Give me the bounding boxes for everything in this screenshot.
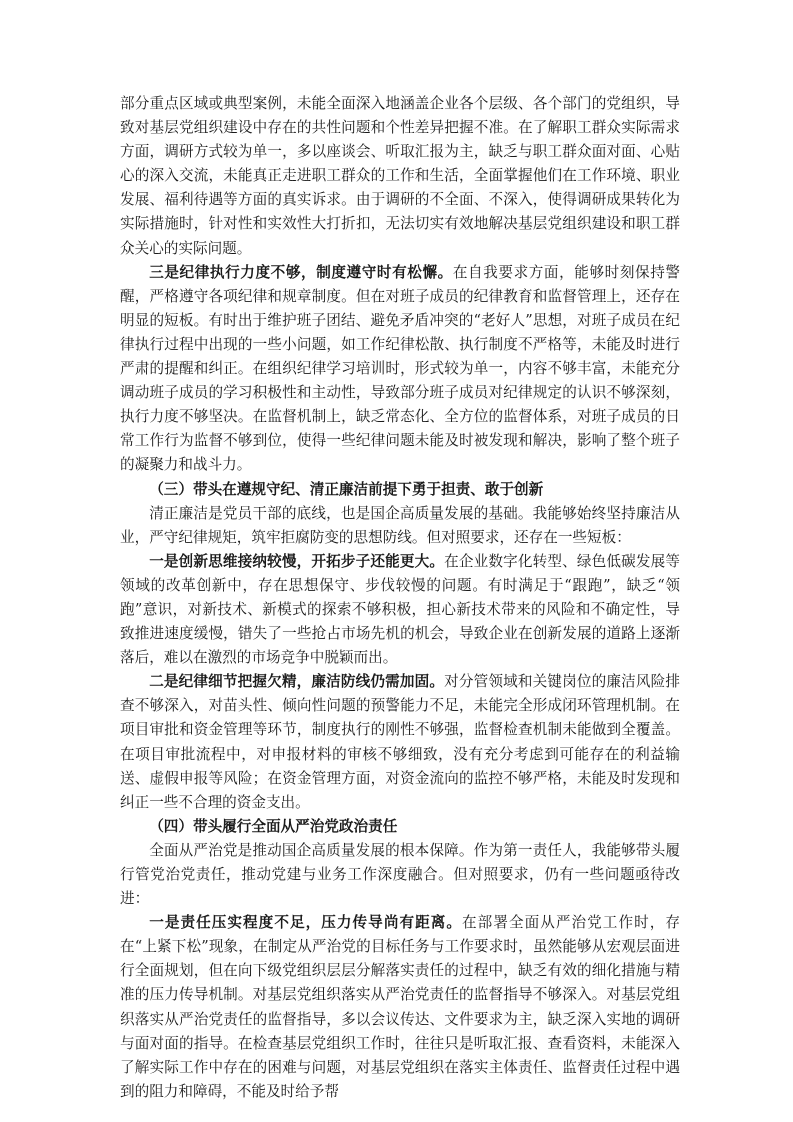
paragraph-1-text: 部分重点区域或典型案例，未能全面深入地涵盖企业各个层级、各个部门的党组织，导致对基层党组织建设中存在的共性问题和个性差异把握不准。在了解职工群众实际需求方面，调研方式较为单一，多以座谈会、听取汇报为主，缺乏与职工群众面对面、心贴心的深入交流，未能真正走进职工群众的工作和生活，全面掌握他们在工作环境、职业发展、福利待遇等方面的真实诉求。由于调研的不全面、不深入，使得调研成果转化为实际措施时，针对性和实效性大打折扣，无法切实有效地解决基层党组织建设和职工群众关心的实际问题。	[120, 95, 680, 257]
paragraph-8-text: 全面从严治党是推动国企高质量发展的根本保障。作为第一责任人，我能够带头履行管党治党责任，推动党建与业务工作深度融合。但对照要求，仍有一些问题亟待改进：	[120, 841, 680, 908]
paragraph-4	[120, 502, 680, 550]
paragraph-6	[120, 670, 680, 815]
document-page	[120, 92, 680, 1104]
paragraph-6-text: 对分管领域和关键岗位的廉洁风险排查不够深入，对苗头性、倾向性问题的预警能力不足，未能完全形成闭环管理机制。在项目审批和资金管理等环节，制度执行的刚性不够强，监督检查机制未能做到全覆盖。在项目审批流程中，对申报材料的审核不够细致，没有充分考虑到可能存在的利益输送、虚假申报等风险；在资金管理方面，对资金流向的监控不够严格，未能及时发现和纠正一些不合理的资金支出。	[120, 673, 680, 811]
paragraph-5	[120, 550, 680, 670]
paragraph-9-text: 在部署全面从严治党工作时，存在“上紧下松”现象，在制定从严治党的目标任务与工作要求时，虽然能够从宏观层面进行全面规划，但在向下级党组织层层分解落实责任的过程中，缺乏有效的细化措施与精准的压力传导机制。对基层党组织落实从严治党责任的监督指导不够深入。对基层党组织落实从严治党责任的监督指导，多以会议传达、文件要求为主，缺乏深入实地的调研与面对面的指导。在检查基层党组织工作时，往往只是听取汇报、查看资料，未能深入了解实际工作中存在的困难与问题，对基层党组织在落实主体责任、监督责任过程中遇到的阻力和障碍，不能及时给予帮	[120, 914, 680, 1100]
paragraph-2-text: 在自我要求方面，能够时刻保持警醒，严格遵守各项纪律和规章制度。但在对班子成员的纪律教育和监督管理上，还存在明显的短板。有时出于维护班子团结、避免矛盾冲突的“老好人”思想，对班子成员在纪律执行过程中出现的一些小问题，如工作纪律松散、执行制度不严格等，未能及时进行严肃的提醒和纠正。在组织纪律学习培训时，形式较为单一，内容不够丰富，未能充分调动班子成员的学习积极性和主动性，导致部分班子成员对纪律规定的认识不够深刻，执行力度不够坚决。在监督机制上，缺乏常态化、全方位的监督体系，对班子成员的日常工作行为监督不够到位，使得一些纪律问题未能及时被发现和解决，影响了整个班子的凝聚力和战斗力。	[120, 263, 680, 474]
paragraph-5-lead: 一是创新思维接纳较慢，开拓步子还能更大。	[149, 552, 445, 570]
paragraph-9	[120, 911, 680, 1104]
paragraph-4-text: 清正廉洁是党员干部的底线，也是国企高质量发展的基础。我能够始终坚持廉洁从业，严守纪律规矩，筑牢拒腐防变的思想防线。但对照要求，还存在一些短板：	[120, 504, 680, 546]
paragraph-2	[120, 261, 680, 478]
section-heading-4: （四）带头履行全面从严治党政治责任	[149, 817, 398, 835]
paragraph-1	[120, 92, 680, 261]
paragraph-9-lead: 一是责任压实程度不足，压力传导尚有距离。	[149, 914, 463, 932]
paragraph-6-lead: 二是纪律细节把握欠精，廉洁防线仍需加固。	[149, 673, 445, 691]
section-heading-3: （三）带头在遵规守纪、清正廉洁前提下勇于担责、敢于创新	[149, 480, 544, 498]
paragraph-2-lead: 三是纪律执行力度不够，制度遵守时有松懈。	[149, 263, 453, 281]
paragraph-5-text: 在企业数字化转型、绿色低碳发展等领域的改革创新中，存在思想保守、步伐较慢的问题。有时满足于“跟跑”，缺乏“领跑”意识，对新技术、新模式的探索不够积极，担心新技术带来的风险和不确定性，导致推进速度缓慢，错失了一些抢占市场先机的机会，导致企业在创新发展的道路上逐渐落后，难以在激烈的市场竞争中脱颖而出。	[120, 552, 680, 667]
paragraph-8	[120, 839, 680, 911]
